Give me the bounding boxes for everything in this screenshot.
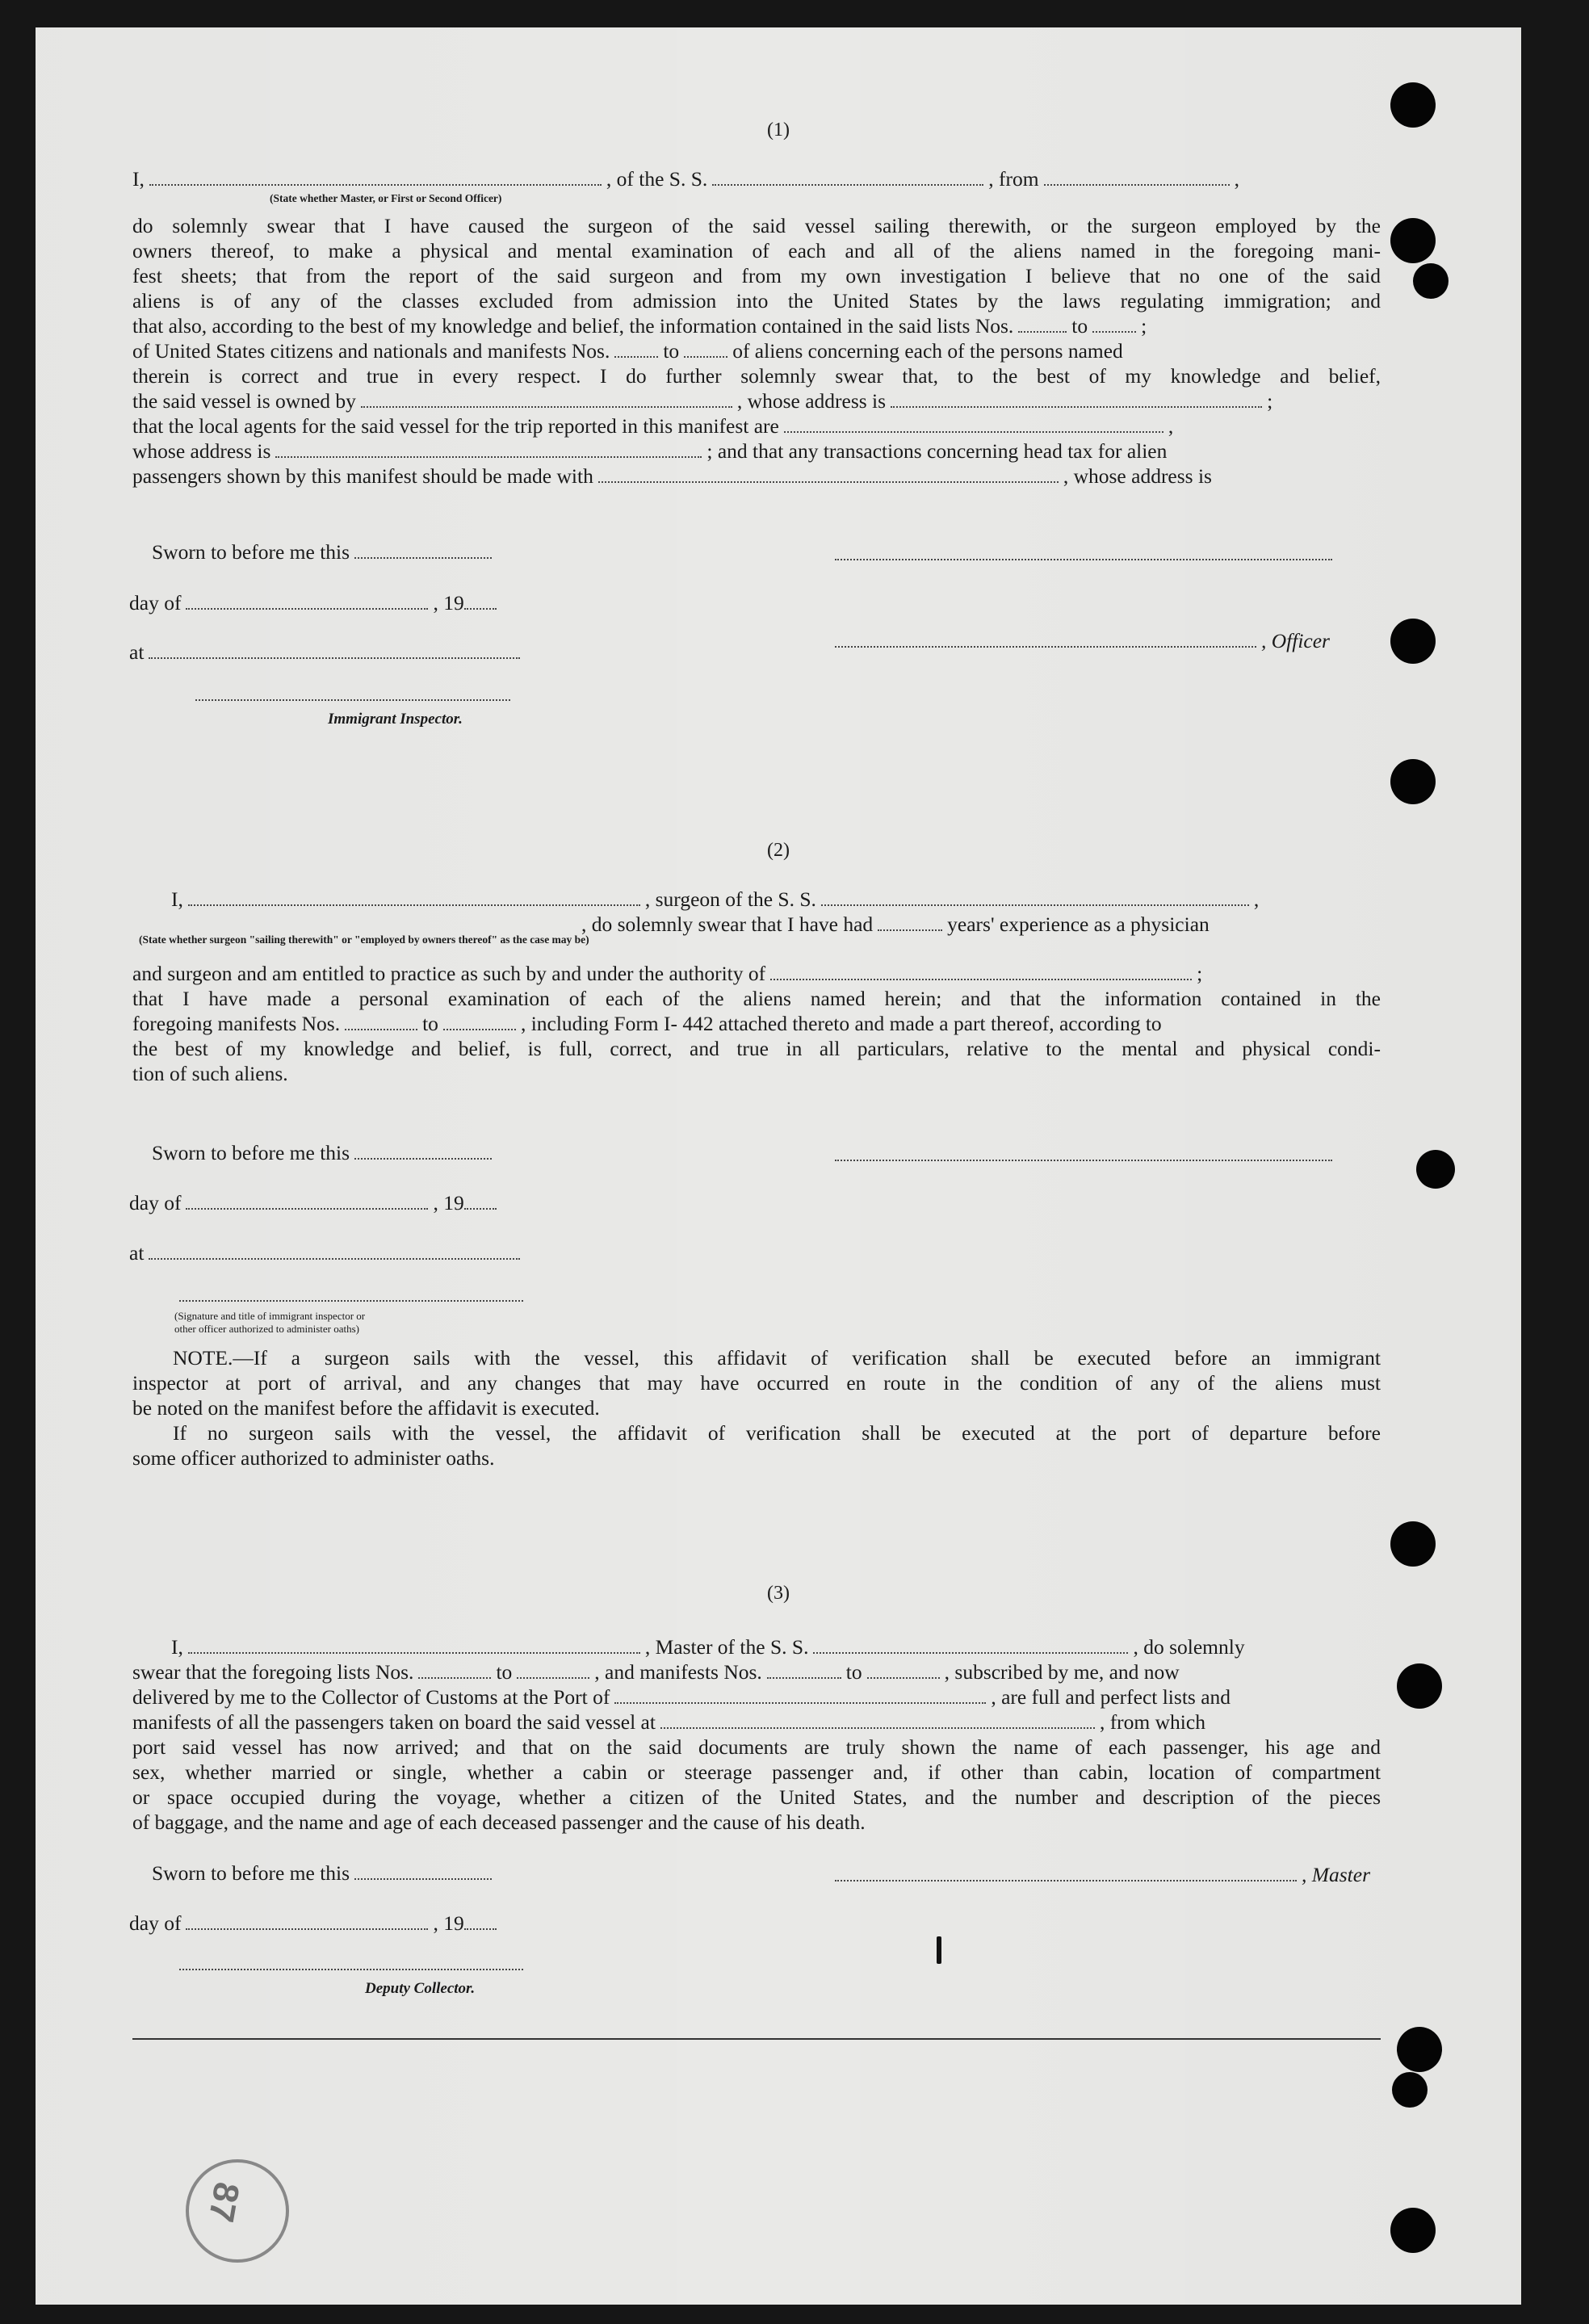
lists-nos-line: that also, according to the best of my knowledge and belief, the information contained in the said lists Nos. to ;: [132, 314, 1147, 338]
oath-body-line: aliens is of any of the classes excluded from admission into the United States by the laws regulating immigration; and: [132, 289, 1381, 313]
oath-body-line: therein is correct and true in every respect. I do further solemnly swear that, to the best of my knowledge and belief,: [132, 364, 1381, 388]
punch-hole: [1416, 1150, 1455, 1189]
punch-hole: [1413, 263, 1449, 299]
oath-body-line: do solemnly swear that I have caused the surgeon of the said vessel sailing therewith, or the surgeon employed by the: [132, 214, 1381, 237]
master-line: I, , Master of the S. S. , do solemnly: [171, 1635, 1245, 1659]
surgeon-line: I, , surgeon of the S. S. ,: [171, 887, 1260, 911]
examination-line: that I have made a personal examination of each of the aliens named herein; and that the information contained in the: [132, 987, 1381, 1010]
oath-body-line: owners thereof, to make a physical and mental examination of each and all of the aliens named in the foregoing mani-: [132, 239, 1381, 262]
ink-mark: [937, 1936, 941, 1964]
section-number: (1): [767, 120, 790, 141]
note-line: be noted on the manifest before the affidavit is executed.: [132, 1396, 600, 1420]
signature-line: [835, 1160, 1332, 1161]
day-of-line: day of , 19: [129, 590, 501, 615]
note-line: If no surgeon sails with the vessel, the affidavit of verification shall be executed at the port of departure before: [173, 1421, 1381, 1445]
master-signature-line: , Master: [835, 1862, 1370, 1887]
board-vessel-line: manifests of all the passengers taken on board the said vessel at , from which: [132, 1710, 1205, 1734]
signature-caption: other officer authorized to administer oaths): [174, 1323, 359, 1335]
collector-port-line: delivered by me to the Collector of Customs at the Port of , are full and perfect lists and: [132, 1685, 1231, 1709]
punch-hole: [1397, 2027, 1442, 2072]
punch-hole: [1390, 1521, 1436, 1567]
manifest-sheet: [36, 27, 1521, 2305]
oath-body-line: fest sheets; that from the report of the said surgeon and from my own investigation I believe that no one of the said: [132, 264, 1381, 287]
of-ss-label: , of the S. S.: [606, 167, 708, 191]
day-of-line: day of , 19: [129, 1190, 501, 1215]
inspector-signature-line: [195, 699, 510, 701]
oath-body-line: port said vessel has now arrived; and that on the said documents are truly shown the name of each passenger, his age and: [132, 1735, 1381, 1759]
day-of-line: day of , 19: [129, 1911, 501, 1936]
section-number: (3): [767, 1583, 790, 1604]
oath-body-line: sex, whether married or single, whether a cabin or steerage passenger and, if other than cabin, location of compartment: [132, 1760, 1381, 1784]
punch-hole: [1390, 619, 1436, 664]
punch-hole: [1397, 1663, 1442, 1709]
oath-body-line: of baggage, and the name and age of each deceased passenger and the cause of his death.: [132, 1810, 866, 1834]
officer-prefix: I,: [132, 167, 145, 191]
note-line: some officer authorized to administer oaths.: [132, 1446, 495, 1470]
inspector-signature-line: [179, 1300, 523, 1302]
agents-line: that the local agents for the said vessel for the trip reported in this manifest are ,: [132, 414, 1174, 438]
punch-hole: [1390, 759, 1436, 804]
punch-hole: [1390, 218, 1436, 263]
signature-caption: (Signature and title of immigrant inspector or: [174, 1310, 366, 1322]
years-experience-line: , do solemnly swear that I have had years' experience as a physician: [581, 912, 1210, 936]
surgeon-subcaption: (State whether surgeon "sailing therewith" or "employed by owners thereof" as the case may be): [139, 933, 589, 946]
note-line: inspector at port of arrival, and any changes that may have occurred en route in the condition of any of the aliens must: [132, 1371, 1381, 1395]
collector-signature-line: [179, 1969, 523, 1970]
whose-address-line: whose address is ; and that any transactions concerning head tax for alien: [132, 439, 1168, 463]
sworn-line: Sworn to before me this: [152, 1860, 497, 1886]
officer-subcaption: (State whether Master, or First or Second Officer): [270, 192, 502, 204]
sworn-line: Sworn to before me this: [152, 539, 497, 564]
foregoing-manifests-line: foregoing manifests Nos. to , including Form I- 442 attached thereto and made a part thereof, according to: [132, 1012, 1162, 1035]
signature-line: [835, 559, 1332, 560]
passengers-line: passengers shown by this manifest should be made with , whose address is: [132, 464, 1212, 488]
officer-signature-line: , Officer: [835, 628, 1330, 653]
at-line: at: [129, 640, 525, 665]
citizens-line: of United States citizens and nationals and manifests Nos. to of aliens concerning each of the persons named: [132, 339, 1123, 363]
officer-line: I, , of the S. S. , from ,: [132, 167, 1239, 191]
lists-manifests-line: swear that the foregoing lists Nos. to , and manifests Nos. to , subscribed by me, and now: [132, 1660, 1180, 1684]
oath-body-line: or space occupied during the voyage, whether a citizen of the United States, and the number and description of the pieces: [132, 1785, 1381, 1809]
page-number-stamp-text: 87: [200, 2179, 247, 2225]
punch-hole: [1392, 2072, 1428, 2108]
bleed-through-header-left: [843, 84, 846, 99]
collector-caption: Deputy Collector.: [365, 1980, 476, 1997]
authority-line: and surgeon and am entitled to practice as such by and under the authority of ;: [132, 962, 1203, 985]
bottom-rule: [132, 2038, 1381, 2040]
section-number: (2): [767, 840, 790, 861]
at-line: at: [129, 1240, 525, 1265]
inspector-caption: Immigrant Inspector.: [328, 711, 463, 728]
sworn-line: Sworn to before me this: [152, 1140, 497, 1165]
knowledge-line: the best of my knowledge and belief, is full, correct, and true in all particulars, relative to the mental and physical condi-: [132, 1037, 1381, 1060]
note-line: NOTE.—If a surgeon sails with the vessel, this affidavit of verification shall be executed before an immigrant: [173, 1346, 1381, 1370]
owned-line: the said vessel is owned by , whose address is ;: [132, 389, 1273, 413]
from-label: , from: [988, 167, 1039, 191]
punch-hole: [1390, 2208, 1436, 2253]
such-aliens-line: tion of such aliens.: [132, 1062, 288, 1085]
